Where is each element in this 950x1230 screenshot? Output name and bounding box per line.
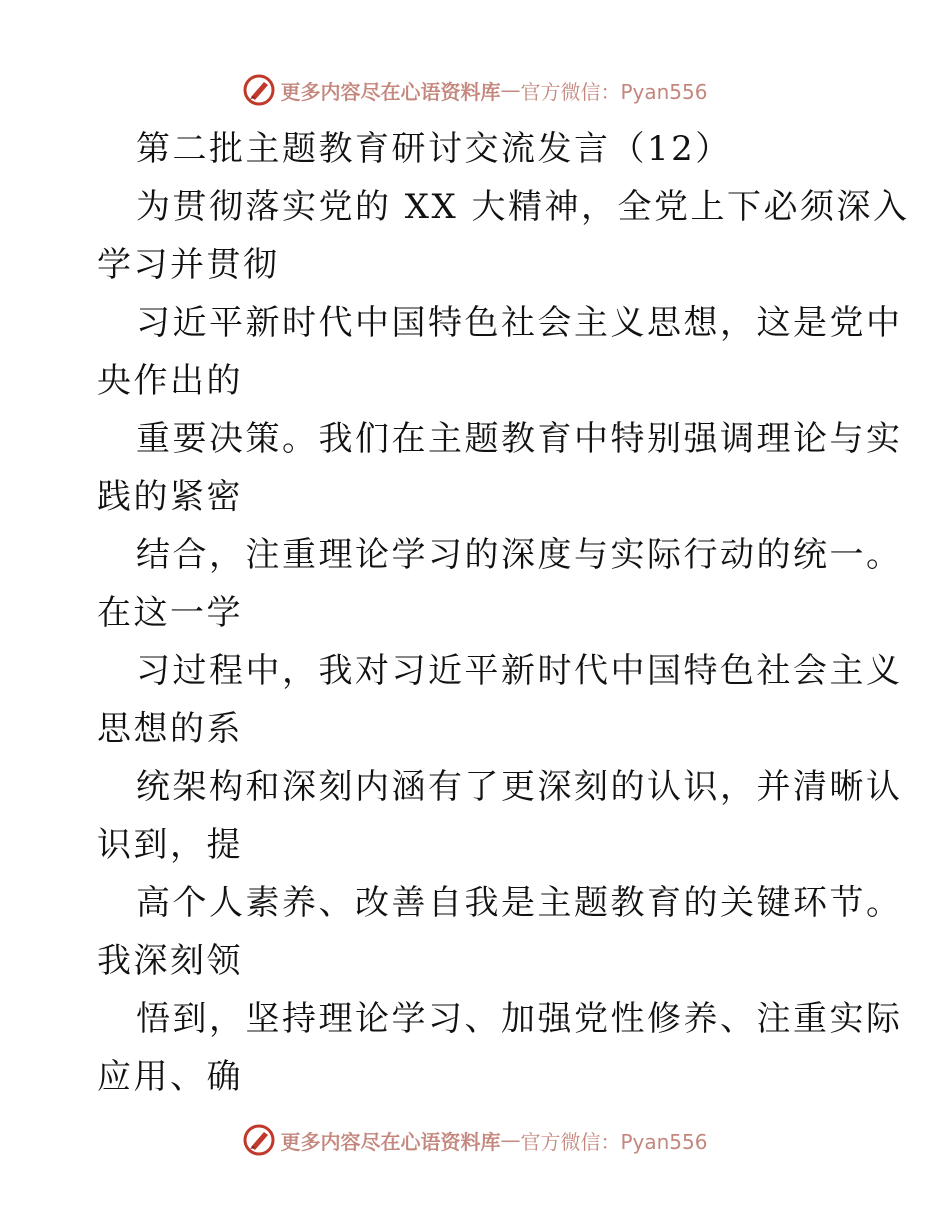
text-line: 思想的系 [97,709,243,749]
text-line: 统架构和深刻内涵有了更深刻的认识，并清晰认 [136,767,903,807]
brush-logo-icon [242,1123,276,1157]
text-line: 高个人素养、改善自我是主题教育的关键环节。 [136,883,903,923]
watermark-account: 官方微信：Pyan556 [520,79,708,104]
text-line: 习近平新时代中国特色社会主义思想，这是党中 [136,303,903,343]
brush-logo-icon [242,73,276,107]
text-line: 重要决策。我们在主题教育中特别强调理论与实 [136,419,903,459]
header-watermark [0,72,950,108]
watermark-separator: — [500,1128,521,1152]
text-line: 结合，注重理论学习的深度与实际行动的统一。 [136,535,903,575]
document-body [97,120,910,1106]
text-line: 为贯彻落实党的 XX 大精神，全党上下必须深入 [136,187,910,227]
text-line: 习过程中，我对习近平新时代中国特色社会主义 [136,651,903,691]
text-line: 央作出的 [97,361,243,401]
watermark-text: 更多内容尽在心语资料库 [280,79,501,104]
text-line: 在这一学 [97,593,243,633]
watermark-separator: — [500,78,521,102]
text-line: 学习并贯彻 [97,245,280,285]
watermark-text: 更多内容尽在心语资料库 [280,1129,501,1154]
document-title: 第二批主题教育研讨交流发言（12） [136,129,732,169]
text-line: 悟到，坚持理论学习、加强党性修养、注重实际 [136,999,903,1039]
footer-watermark [0,1122,950,1158]
text-line: 识到，提 [97,825,243,865]
paragraph-lines [97,178,910,1106]
text-line: 应用、确 [97,1057,243,1097]
text-line: 践的紧密 [97,477,243,517]
text-line: 我深刻领 [97,941,243,981]
watermark-account: 官方微信：Pyan556 [520,1129,708,1154]
